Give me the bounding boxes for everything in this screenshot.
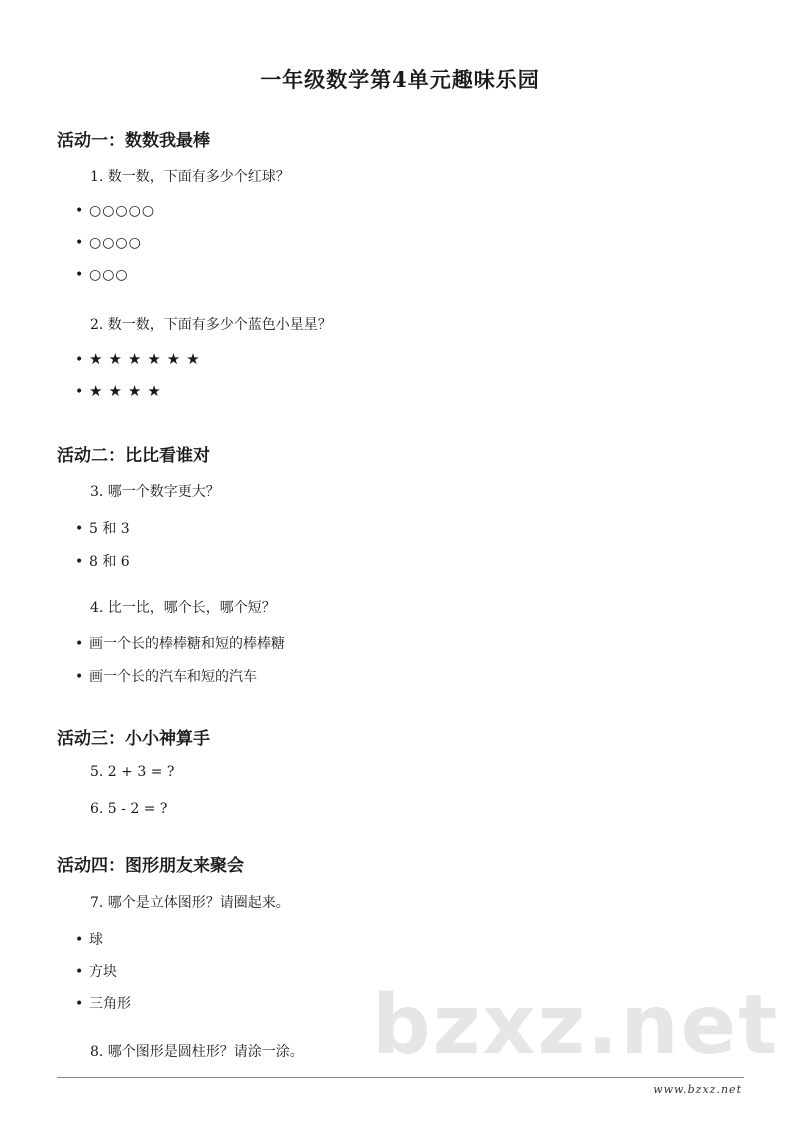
list-item: [75, 382, 167, 400]
question-8: 8. 哪个图形是圆柱形？请涂一涂。: [90, 1044, 304, 1060]
list-item-text: 方块: [89, 964, 117, 980]
bullet-icon: •: [75, 384, 84, 400]
page-title: 一年级数学第4单元趣味乐园: [260, 67, 540, 92]
bullet-icon: •: [75, 996, 84, 1012]
section-heading-1: 活动一：数数我最棒: [57, 131, 210, 151]
list-item-text: 球: [89, 932, 103, 948]
bullet-icon: •: [75, 203, 84, 219]
section-heading-2: 活动二：比比看谁对: [57, 446, 210, 466]
question-7: 7. 哪个是立体图形？请圈起来。: [90, 895, 290, 911]
list-item: [75, 993, 131, 1013]
list-item: [75, 633, 285, 653]
list-item-text: 8 和 6: [89, 554, 130, 570]
list-item: [75, 961, 117, 981]
footer-divider: [57, 1077, 744, 1078]
list-item: [75, 929, 103, 949]
question-1: 1. 数一数，下面有多少个红球？: [90, 169, 290, 185]
list-item: [75, 267, 129, 283]
circle-row: ○○○○: [89, 235, 142, 251]
section-heading-4: 活动四：图形朋友来聚会: [57, 856, 244, 876]
list-item: [75, 350, 206, 368]
list-item: [75, 666, 257, 686]
bullet-icon: •: [75, 932, 84, 948]
bullet-icon: •: [75, 669, 84, 685]
list-item-text: 三角形: [89, 996, 131, 1012]
bullet-icon: •: [75, 554, 84, 570]
question-3: 3. 哪一个数字更大？: [90, 484, 220, 500]
list-item: [75, 551, 130, 571]
question-6: 6. 5 - 2 = ?: [90, 801, 168, 817]
section-heading-3: 活动三：小小神算手: [57, 729, 210, 749]
bullet-icon: •: [75, 352, 84, 368]
bullet-icon: •: [75, 267, 84, 283]
question-4: 4. 比一比，哪个长，哪个短？: [90, 600, 276, 616]
footer-url: www.bzxz.net: [653, 1083, 742, 1096]
bullet-icon: •: [75, 964, 84, 980]
question-2: 2. 数一数，下面有多少个蓝色小星星？: [90, 317, 332, 333]
circle-row: ○○○○○: [89, 203, 156, 219]
circle-row: ○○○: [89, 267, 129, 283]
question-5: 5. 2 + 3 = ?: [90, 764, 175, 780]
bullet-icon: •: [75, 521, 84, 537]
list-item: [75, 203, 155, 219]
star-row: ★★★★★★: [89, 350, 206, 368]
list-item: [75, 518, 130, 538]
list-item: [75, 235, 142, 251]
list-item-text: 画一个长的汽车和短的汽车: [89, 669, 257, 685]
bullet-icon: •: [75, 235, 84, 251]
list-item-text: 5 和 3: [89, 521, 130, 537]
star-row: ★★★★: [89, 382, 167, 400]
bullet-icon: •: [75, 636, 84, 652]
watermark: bzxz.net: [372, 978, 780, 1073]
list-item-text: 画一个长的棒棒糖和短的棒棒糖: [89, 636, 285, 652]
